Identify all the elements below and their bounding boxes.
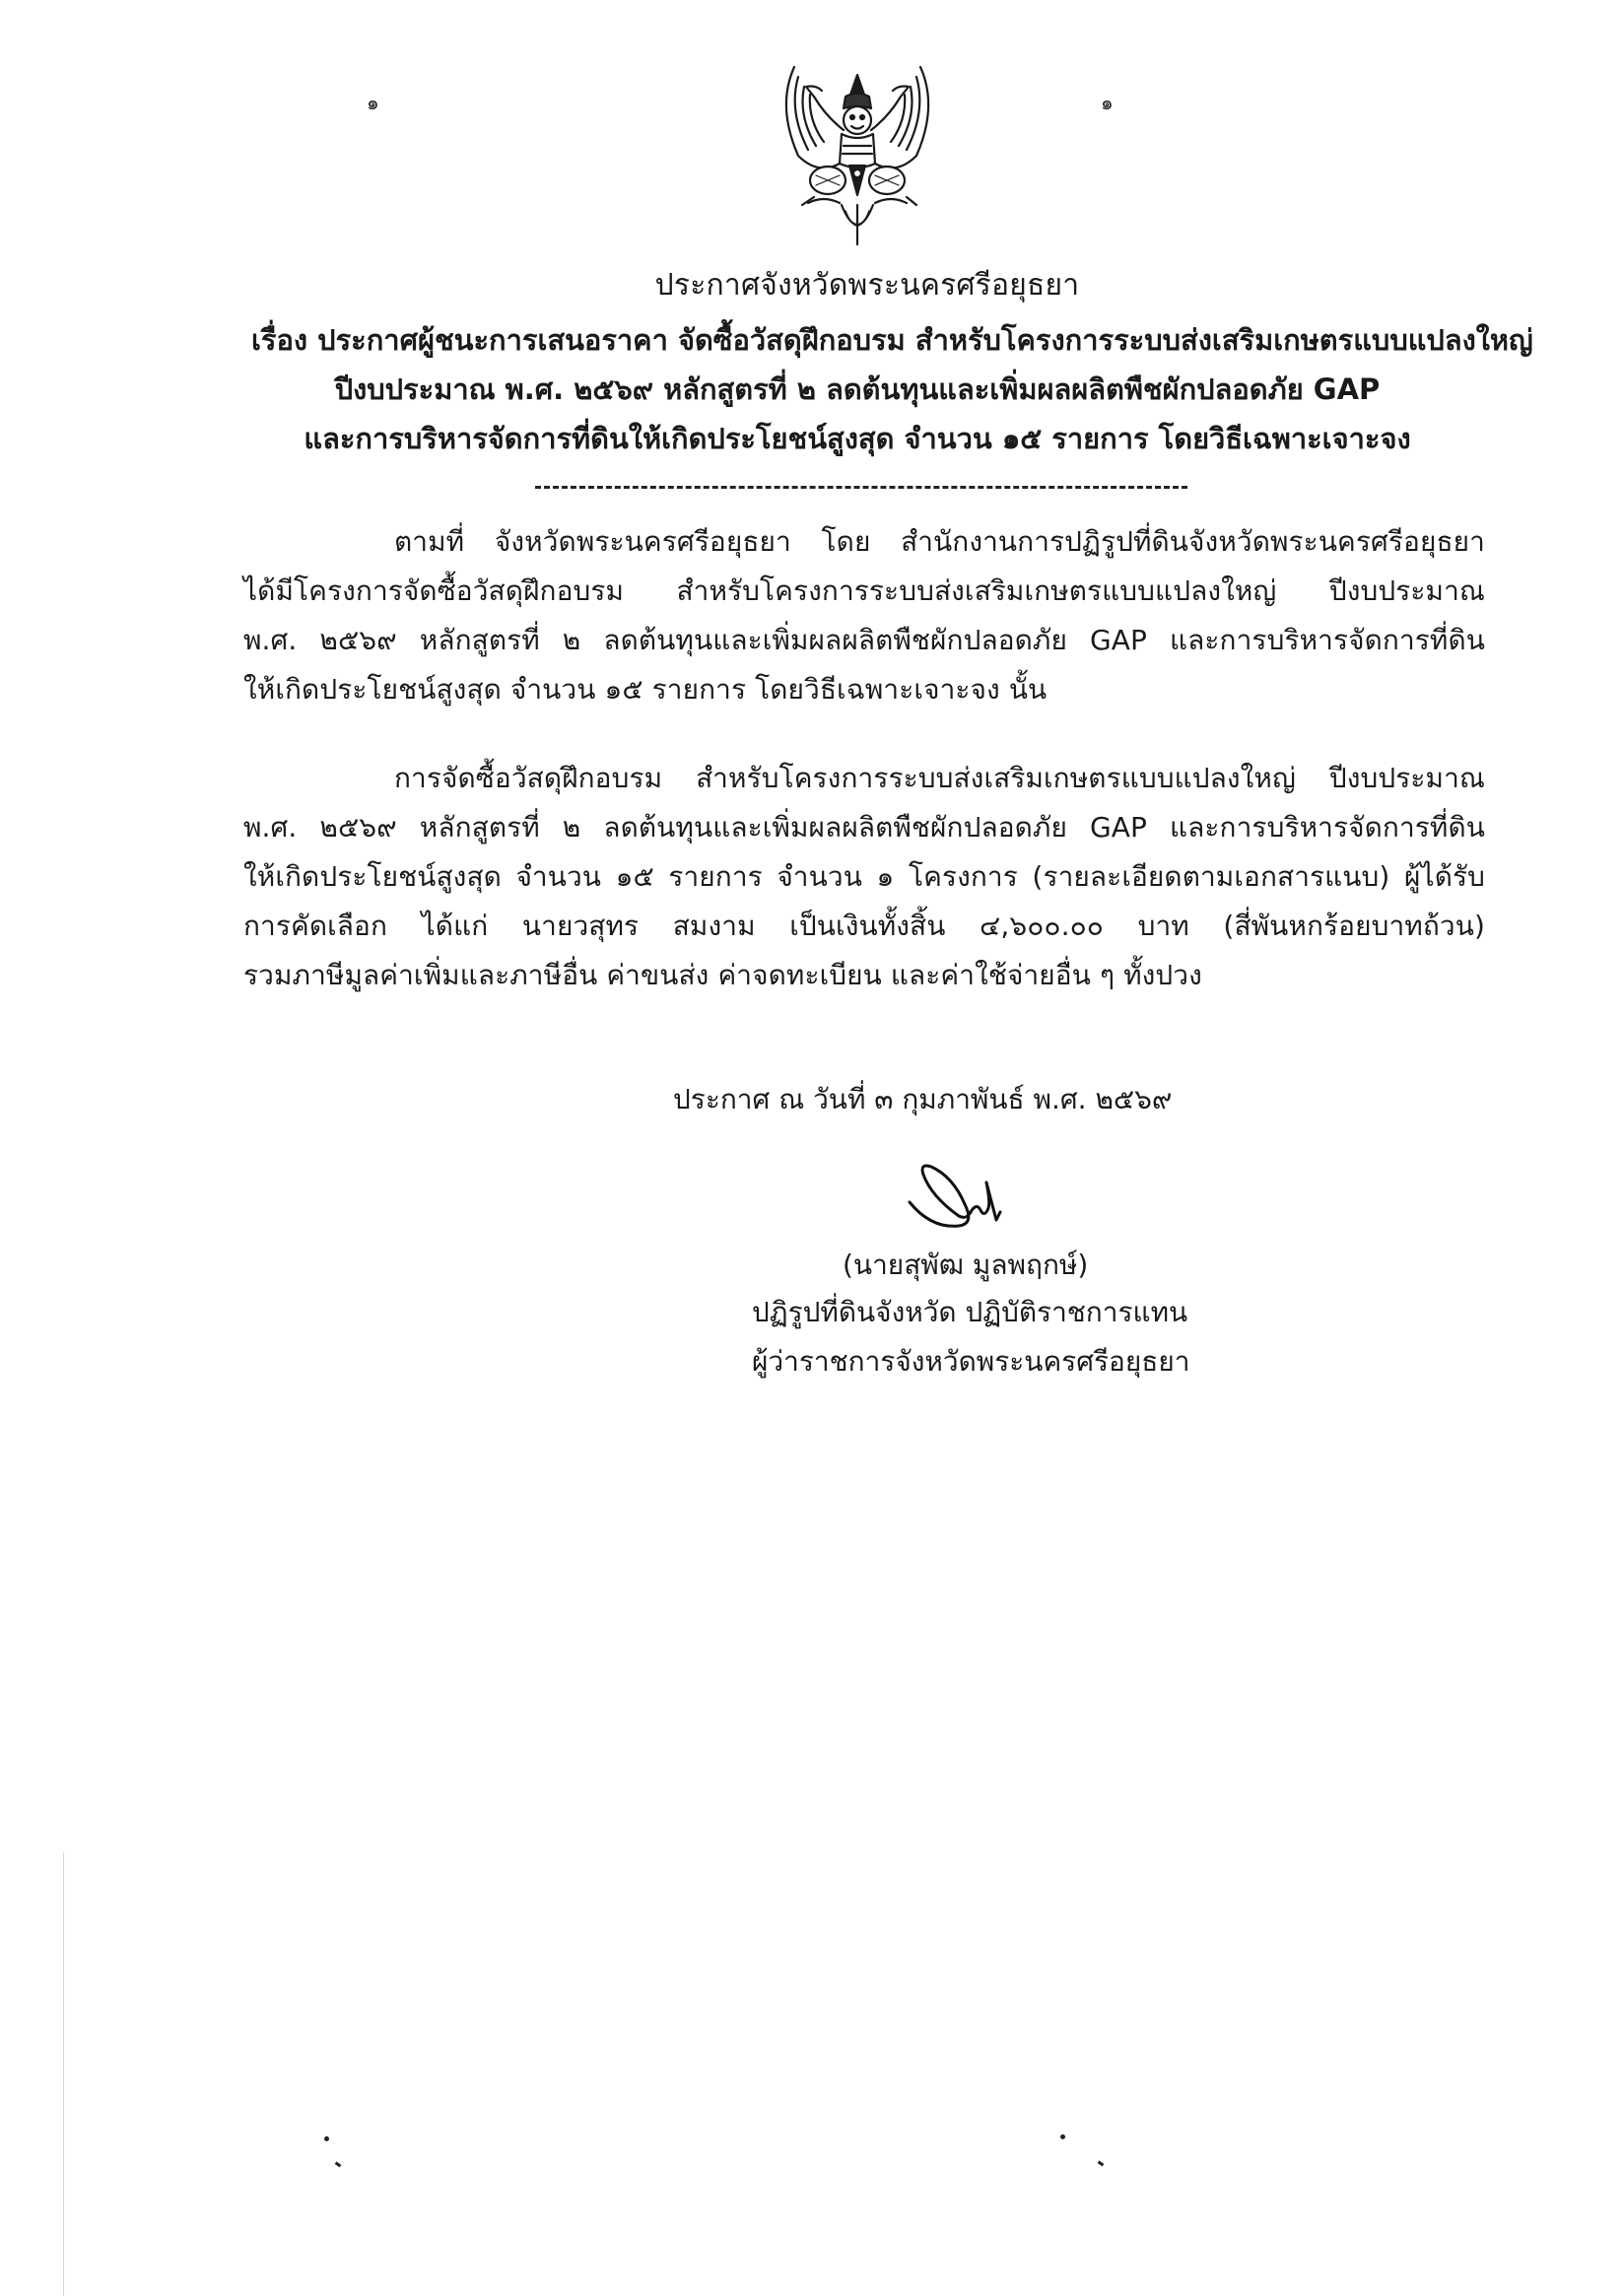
paragraph-1-line — [394, 520, 1485, 564]
paragraph-2-line-text: ให้เกิดประโยชน์สูงสุด จำนวน ๑๕ รายการ จำนวน ๑ โครงการ (รายละเอียดตามเอกสารแนบ) ผู้ได้รับ — [243, 860, 1485, 893]
garuda-emblem-icon — [759, 47, 956, 254]
corner-mark-right: ๑ — [1101, 91, 1114, 114]
document-title: ประกาศจังหวัดพระนครศรีอยุธยา — [654, 268, 1080, 303]
paragraph-2-line — [243, 954, 1485, 997]
announcement-date: ประกาศ ณ วันที่ ๓ กุมภาพันธ์ พ.ศ. ๒๕๖๙ — [673, 1083, 1173, 1115]
paragraph-1-line — [243, 619, 1485, 662]
paragraph-2-line — [243, 806, 1485, 849]
subject-line-3: และการบริหารจัดการที่ดินให้เกิดประโยชน์สูงสุด จำนวน ๑๕ รายการ โดยวิธีเฉพาะเจาะจง — [304, 422, 1411, 455]
paragraph-1-line — [243, 570, 1485, 613]
paragraph-2-line — [243, 855, 1485, 899]
paragraph-1-line-text: พ.ศ. ๒๕๖๙ หลักสูตรที่ ๒ ลดต้นทุนและเพิ่มผลผลิตพืชผักปลอดภัย GAP และการบริหารจัดการที่ดิน — [243, 624, 1485, 656]
subject-line-2: ปีงบประมาณ พ.ศ. ๒๕๖๙ หลักสูตรที่ ๒ ลดต้นทุนและเพิ่มผลผลิตพืชผักปลอดภัย GAP — [334, 372, 1381, 406]
registration-mark — [335, 2162, 342, 2168]
signatory-name: (นายสุพัฒ มูลพฤกษ์) — [843, 1249, 1089, 1281]
paragraph-2-line-text: พ.ศ. ๒๕๖๙ หลักสูตรที่ ๒ ลดต้นทุนและเพิ่มผลผลิตพืชผักปลอดภัย GAP และการบริหารจัดการที่ดิน — [243, 811, 1485, 844]
paragraph-2-line-text: การจัดซื้อวัสดุฝึกอบรม สำหรับโครงการระบบส่งเสริมเกษตรแบบแปลงใหญ่ ปีงบประมาณ — [394, 762, 1485, 794]
registration-mark — [324, 2136, 329, 2141]
signatory-position-line-2: ผู้ว่าราชการจังหวัดพระนครศรีอยุธยา — [752, 1345, 1190, 1378]
registration-mark — [1060, 2134, 1065, 2139]
paragraph-1-line — [243, 668, 1485, 711]
paragraph-1-line-text: ตามที่ จังหวัดพระนครศรีอยุธยา โดย สำนักงานการปฏิรูปที่ดินจังหวัดพระนครศรีอยุธยา — [394, 525, 1485, 558]
paragraph-1-line-text: ให้เกิดประโยชน์สูงสุด จำนวน ๑๕ รายการ โดยวิธีเฉพาะเจาะจง นั้น — [243, 673, 1048, 706]
paragraph-2-line — [243, 905, 1485, 948]
subject-line-1: เรื่อง ประกาศผู้ชนะการเสนอราคา จัดซื้อวัสดุฝึกอบรม สำหรับโครงการระบบส่งเสริมเกษตรแบบแปลงใหญ่ — [251, 323, 1533, 357]
signature-icon — [902, 1155, 1015, 1244]
registration-mark — [1098, 2161, 1105, 2167]
paragraph-2-line — [394, 757, 1485, 800]
scan-artifact-line — [63, 1853, 64, 2296]
paragraph-1-line-text: ได้มีโครงการจัดซื้อวัสดุฝึกอบรม สำหรับโครงการระบบส่งเสริมเกษตรแบบแปลงใหญ่ ปีงบประมาณ — [243, 574, 1485, 607]
corner-mark-left: ๑ — [367, 91, 379, 114]
heading-divider — [535, 486, 1187, 489]
paragraph-2-line-text: รวมภาษีมูลค่าเพิ่มและภาษีอื่น ค่าขนส่ง ค่าจดทะเบียน และค่าใช้จ่ายอื่น ๆ ทั้งปวง — [243, 959, 1202, 991]
paragraph-2-line-text: การคัดเลือก ได้แก่ นายวสุทร สมงาม เป็นเงินทั้งสิ้น ๔,๖๐๐.๐๐ บาท (สี่พันหกร้อยบาทถ้วน) — [243, 910, 1485, 942]
signatory-position-line-1: ปฏิรูปที่ดินจังหวัด ปฏิบัติราชการแทน — [752, 1296, 1188, 1328]
